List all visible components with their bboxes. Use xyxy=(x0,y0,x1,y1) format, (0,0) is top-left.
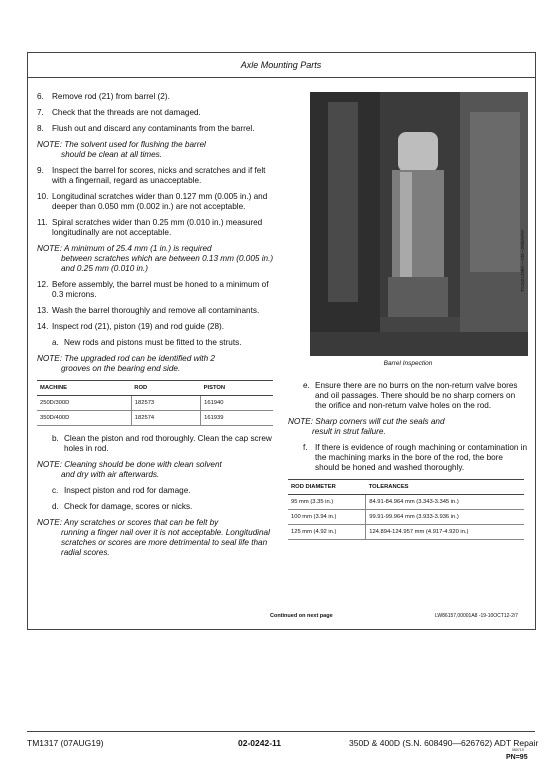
header-divider xyxy=(27,77,535,78)
note-upgraded-rod: NOTE: The upgraded rod can be identified with 2 grooves on the bearing end side. xyxy=(37,354,215,373)
table-cell: 99.91-99.964 mm (3.933-3.936 in.) xyxy=(366,510,524,525)
table-cell: 84.91-84.964 mm (3.343-3.345 in.) xyxy=(366,495,524,510)
table-header: PISTON xyxy=(201,381,273,396)
table-row xyxy=(37,396,273,411)
rod-piston-table xyxy=(37,380,273,426)
table-cell: 161940 xyxy=(201,396,273,411)
table-cell: 125 mm (4.92 in.) xyxy=(288,525,366,540)
table-cell: 182573 xyxy=(131,396,200,411)
table-row xyxy=(288,495,524,510)
step-14e: e. Ensure there are no burrs on the non-return valve bores and oil passages. There should be no sharp corners on the orifice and non-return valve holes on the rod. xyxy=(303,381,518,410)
barrel-photo xyxy=(310,92,528,356)
note-finger-nail: NOTE: Any scratches or scores that can be felt by running a finger nail over it is not acceptable. Longitudinal scratches or scores are more detrimental to seal life than radial scores. xyxy=(37,518,270,557)
table-cell: 161939 xyxy=(201,411,273,426)
reference-code: LW86157,00001A8 -19-10OCT12-2/7 xyxy=(435,613,519,619)
left-column xyxy=(37,92,277,564)
step-10: 10. Longitudinal scratches wider than 0.127 mm (0.005 in.) and deeper than 0.050 mm (0.002 in.) are not acceptable. xyxy=(37,192,268,211)
page-title: Axle Mounting Parts xyxy=(240,60,322,70)
step-14c: c. Inspect piston and rod for damage. xyxy=(52,486,191,495)
step-12: 12. Before assembly, the barrel must be honed to a minimum of 0.3 microns. xyxy=(37,280,269,299)
table-cell: 182574 xyxy=(131,411,200,426)
step-9: 9. Inspect the barrel for scores, nicks and scratches and if felt with a fingernail, regard as unacceptable. xyxy=(37,166,266,185)
step-8: 8. Flush out and discard any contaminants from the barrel. xyxy=(37,124,255,133)
table-cell: 124.894-124.957 mm (4.917-4.920 in.) xyxy=(366,525,524,540)
footer-date: 060719 xyxy=(512,748,524,752)
note-scratches: NOTE: A minimum of 25.4 mm (1 in.) is required between scratches which are between 0.13 mm (0.005 in.) and 0.25 mm (0.010 in.) xyxy=(37,244,274,273)
step-14d: d. Check for damage, scores or nicks. xyxy=(52,502,193,511)
table-cell: 250D/300D xyxy=(37,396,131,411)
table-header-row xyxy=(37,381,273,396)
step-14f: f. If there is evidence of rough machining or contamination in the machining marks in the bore of the rod, the bore should be honed and washed thoroughly. xyxy=(303,443,528,472)
step-14: 14. Inspect rod (21), piston (19) and rod guide (28). xyxy=(37,322,225,331)
table-header: ROD xyxy=(131,381,200,396)
note-sharp-corners: NOTE: Sharp corners will cut the seals and result in strut failure. xyxy=(288,417,445,436)
step-11: 11. Spiral scratches wider than 0.25 mm (0.010 in.) measured longitudinally are not acceptable. xyxy=(37,218,263,237)
table-header: MACHINE xyxy=(37,381,131,396)
continued-note: Continued on next page xyxy=(270,613,333,619)
photo-caption: Barrel Inspection xyxy=(383,360,433,367)
footer-divider xyxy=(27,731,535,732)
table-row xyxy=(288,525,524,540)
step-6: 6. Remove rod (21) from barrel (2). xyxy=(37,92,170,101)
footer-page-code: 02-0242-11 xyxy=(238,738,282,748)
step-14a: a. New rods and pistons must be fitted to the struts. xyxy=(52,338,242,347)
table-row xyxy=(288,510,524,525)
table-cell: 350D/400D xyxy=(37,411,131,426)
table-header: ROD DIAMETER xyxy=(288,480,366,495)
rod-tolerance-table xyxy=(288,479,524,540)
footer-model: 350D & 400D (S.N. 608490—626762) ADT Repair xyxy=(349,738,539,748)
note-solvent: NOTE: The solvent used for flushing the barrel should be clean at all times. xyxy=(37,140,206,159)
note-cleaning: NOTE: Cleaning should be done with clean solvent and dry with air afterwards. xyxy=(37,460,222,479)
table-row xyxy=(37,411,273,426)
table-cell: 100 mm (3.94 in.) xyxy=(288,510,366,525)
footer-manual-id: TM1317 (07AUG19) xyxy=(27,738,104,748)
barrel-image xyxy=(310,92,528,356)
step-13: 13. Wash the barrel thoroughly and remove all contaminants. xyxy=(37,306,260,315)
footer-page-number: PN=95 xyxy=(506,754,528,761)
figure-code: TX1021298A —UN—29MAY07 xyxy=(520,229,525,292)
table-header: TOLERANCES xyxy=(366,480,524,495)
step-7: 7. Check that the threads are not damaged. xyxy=(37,108,201,117)
right-column xyxy=(288,92,528,540)
step-14b: b. Clean the piston and rod thoroughly. Clean the cap screw holes in rod. xyxy=(52,434,272,453)
table-header-row xyxy=(288,480,524,495)
table-cell: 95 mm (3.35 in.) xyxy=(288,495,366,510)
